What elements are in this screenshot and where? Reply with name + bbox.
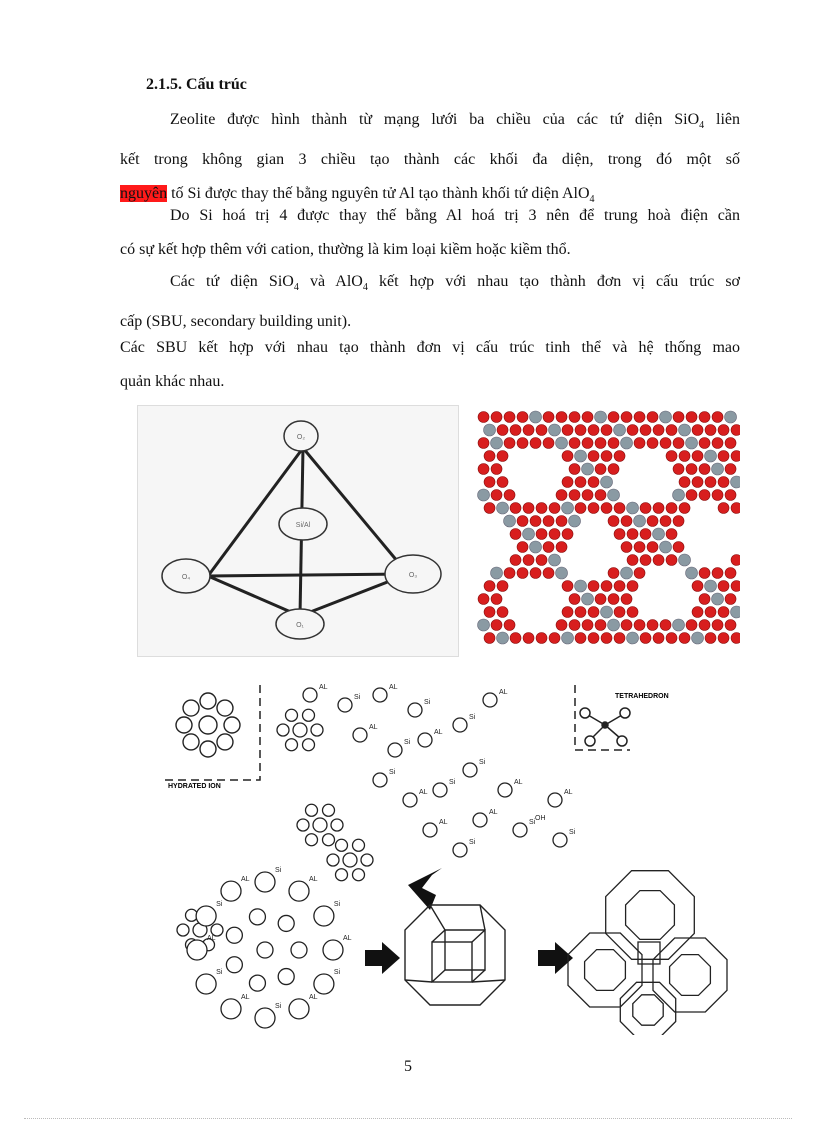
oxygen-label-right: O₃ — [408, 572, 418, 579]
svg-text:AL: AL — [564, 789, 573, 796]
svg-text:Si: Si — [333, 969, 341, 976]
svg-text:Si: Si — [216, 969, 223, 976]
svg-text:AL: AL — [319, 684, 328, 691]
svg-text:Si: Si — [275, 867, 282, 874]
svg-text:Si: Si — [449, 779, 456, 786]
svg-text:Si: Si — [469, 714, 476, 721]
svg-text:AL: AL — [419, 789, 428, 796]
zeolite-framework-model — [468, 405, 740, 655]
svg-text:AL: AL — [489, 809, 498, 816]
tetrahedron-figure — [137, 405, 459, 657]
svg-text:Si: Si — [529, 819, 536, 826]
text-line: kết trong không gian 3 chiều tạo thành các khối đa diện, trong đó một số — [120, 151, 740, 169]
svg-text:Si: Si — [216, 901, 223, 908]
svg-text:AL: AL — [207, 935, 216, 942]
svg-text:AL: AL — [309, 876, 318, 884]
center-atom-label: Si/Al — [295, 522, 311, 529]
paragraph-charge-balance — [120, 199, 740, 267]
oxygen-label-left: O₄ — [181, 574, 191, 581]
svg-text:Si: Si — [569, 829, 576, 836]
svg-text:Si: Si — [424, 699, 431, 706]
svg-text:AL: AL — [241, 993, 250, 1001]
page-number: 5 — [404, 1058, 412, 1075]
svg-text:OH: OH — [535, 815, 546, 822]
svg-text:AL: AL — [499, 689, 508, 696]
svg-text:Si: Si — [404, 739, 411, 746]
hydrated-ion-label: HYDRATED ION — [168, 783, 221, 790]
svg-text:Si: Si — [469, 839, 476, 846]
text-line: Zeolite được hình thành từ mạng lưới ba chiều của các tứ diện SiO$_4$ liên — [170, 111, 741, 132]
svg-text:AL: AL — [241, 876, 250, 884]
svg-text:AL: AL — [343, 935, 352, 942]
text-line: có sự kết hợp thêm với cation, thường là kim loại kiềm hoặc kiềm thổ. — [120, 241, 571, 258]
paragraph-sbu — [120, 265, 740, 339]
oxygen-label-top: O₂ — [296, 434, 306, 441]
highlighted-word: nguyên — [120, 185, 168, 203]
svg-text:AL: AL — [369, 724, 378, 731]
svg-text:AL: AL — [309, 993, 318, 1001]
text-line: Do Si hoá trị 4 được thay thế bằng Al hoá trị 3 nên để trung hoà điện cần — [170, 207, 740, 224]
section-heading: 2.1.5. Cấu trúc — [146, 76, 247, 93]
svg-text:AL: AL — [434, 729, 443, 736]
svg-text:Si: Si — [479, 759, 486, 766]
footer-divider — [24, 1118, 792, 1119]
svg-text:Si: Si — [333, 901, 341, 908]
text-line: cấp (SBU, secondary building unit). — [120, 313, 352, 331]
svg-text:Si: Si — [354, 694, 361, 701]
svg-text:AL: AL — [389, 684, 398, 691]
svg-text:Si: Si — [389, 769, 396, 776]
svg-text:AL: AL — [514, 779, 523, 786]
paragraph-crystal-units — [120, 331, 740, 399]
svg-text:Si: Si — [275, 1003, 282, 1010]
svg-text:AL: AL — [439, 819, 448, 826]
tetrahedron-label: TETRAHEDRON — [615, 693, 669, 700]
sbu-assembly-diagram — [160, 680, 735, 1035]
oxygen-label-bottom: O₁ — [296, 622, 304, 629]
text-line: Các tứ diện SiO$_4$ và AlO$_4$ kết hợp với nhau tạo thành đơn vị cấu trúc sơ — [170, 273, 740, 294]
text-line: quản khác nhau. — [120, 373, 225, 390]
text-line: nguyên tố Si được thay thế bằng nguyên tử Al tạo thành khối tứ diện AlO$_4$ — [120, 185, 595, 206]
text-line: Các SBU kết hợp với nhau tạo thành đơn vị cấu trúc tinh thể và hệ thống mao — [120, 339, 740, 356]
